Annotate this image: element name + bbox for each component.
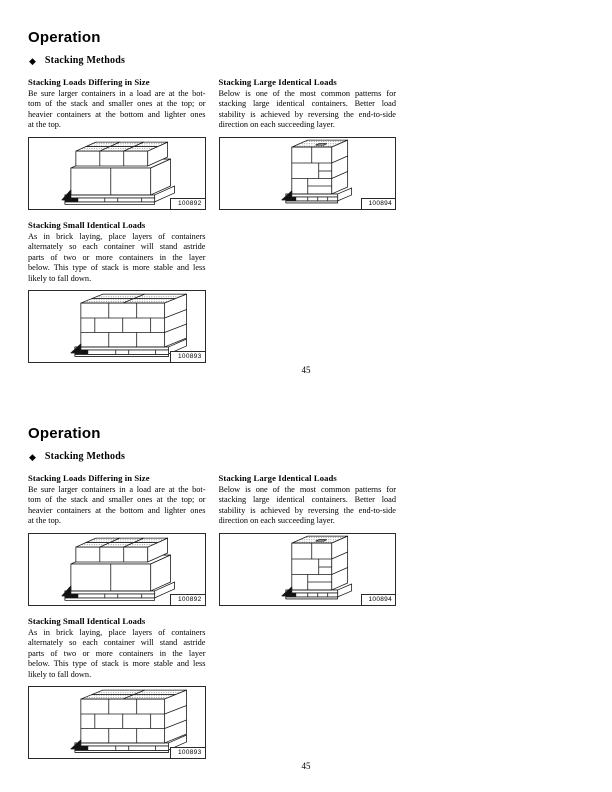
figure-box-small-identical	[28, 290, 206, 363]
page-title: Operation	[28, 425, 101, 442]
body-text-line: alternately so each container will stand astride	[28, 638, 206, 648]
two-column-body	[28, 473, 396, 759]
subsection-large-identical	[219, 77, 397, 210]
figure-number: 100894	[361, 198, 396, 209]
figure-box-large-identical	[219, 533, 397, 606]
body-text-line: Below is one of the most common patterns for	[218, 485, 396, 494]
figure-number: 100893	[170, 747, 205, 758]
subsection-heading: Stacking Loads Differing in Size	[28, 77, 150, 87]
right-column	[219, 77, 397, 363]
body-text-line: at the top.	[28, 516, 61, 526]
body-text-line: below. This type of stack is more stable and less	[28, 263, 206, 273]
body-text-line: Below is one of the most common patterns for	[218, 89, 396, 98]
section-heading	[29, 55, 125, 66]
body-text-line: direction on each succeeding layer.	[218, 120, 335, 130]
subsection-small-identical	[28, 220, 206, 363]
left-column	[28, 77, 206, 363]
subsection-heading: Stacking Large Identical Loads	[218, 473, 337, 483]
body-text-line: stacking large identical containers. Better load	[218, 495, 396, 505]
diamond-bullet-icon: ◆	[29, 55, 36, 66]
subsection-differing-size	[28, 473, 206, 606]
body-text-line: likely to fall down.	[28, 273, 92, 283]
page-number: 45	[301, 365, 311, 375]
body-text-line: parts of two or more containers in the layer	[28, 648, 206, 658]
subsection-heading: Stacking Small Identical Loads	[28, 219, 146, 230]
right-column	[219, 473, 397, 759]
figure-number: 100893	[170, 351, 205, 362]
left-column	[28, 473, 206, 759]
body-text-line: heavier containers at the bottom and lighter ones	[28, 109, 206, 119]
two-column-body	[28, 77, 396, 363]
manual-page-bottom	[0, 396, 612, 792]
figure-number: 100892	[170, 594, 205, 605]
body-text-line: Be sure larger containers in a load are at the bot-	[28, 89, 206, 98]
subsection-large-identical	[219, 473, 397, 606]
page-number: 45	[301, 761, 311, 771]
body-text-line: As in brick laying, place layers of containers	[28, 231, 206, 241]
figure-box-differing-size	[28, 533, 206, 606]
body-text-line: As in brick laying, place layers of containers	[28, 627, 206, 637]
subsection-differing-size	[28, 77, 206, 210]
figure-number: 100892	[170, 198, 205, 209]
figure-box-differing-size	[28, 137, 206, 210]
figure-box-small-identical	[28, 686, 206, 759]
body-text-line: tom of the stack and smaller ones at the top; or	[28, 99, 206, 109]
page-title: Operation	[28, 29, 101, 46]
body-text-line: stacking large identical containers. Better load	[218, 99, 396, 109]
section-heading	[29, 451, 125, 462]
figure-box-large-identical	[219, 137, 397, 210]
body-text-line: likely to fall down.	[28, 669, 92, 679]
subsection-small-identical	[28, 616, 206, 759]
body-text-line: stability is achieved by reversing the end-to-side	[218, 109, 396, 119]
body-text-line: Be sure larger containers in a load are at the bot-	[28, 485, 206, 494]
figure-number: 100894	[361, 594, 396, 605]
body-text-line: at the top.	[28, 120, 61, 130]
body-text-line: alternately so each container will stand astride	[28, 242, 206, 252]
section-title: Stacking Methods	[44, 451, 126, 462]
section-title: Stacking Methods	[44, 55, 126, 66]
body-text-line: below. This type of stack is more stable and less	[28, 659, 206, 669]
body-text-line: stability is achieved by reversing the end-to-side	[218, 505, 396, 515]
subsection-heading: Stacking Small Identical Loads	[28, 615, 146, 626]
body-text-line: tom of the stack and smaller ones at the top; or	[28, 495, 206, 505]
diamond-bullet-icon: ◆	[29, 451, 36, 462]
subsection-heading: Stacking Large Identical Loads	[218, 77, 337, 87]
subsection-heading: Stacking Loads Differing in Size	[28, 473, 150, 483]
body-text-line: parts of two or more containers in the layer	[28, 252, 206, 262]
body-text-line: direction on each succeeding layer.	[218, 516, 335, 526]
body-text-line: heavier containers at the bottom and lighter ones	[28, 505, 206, 515]
